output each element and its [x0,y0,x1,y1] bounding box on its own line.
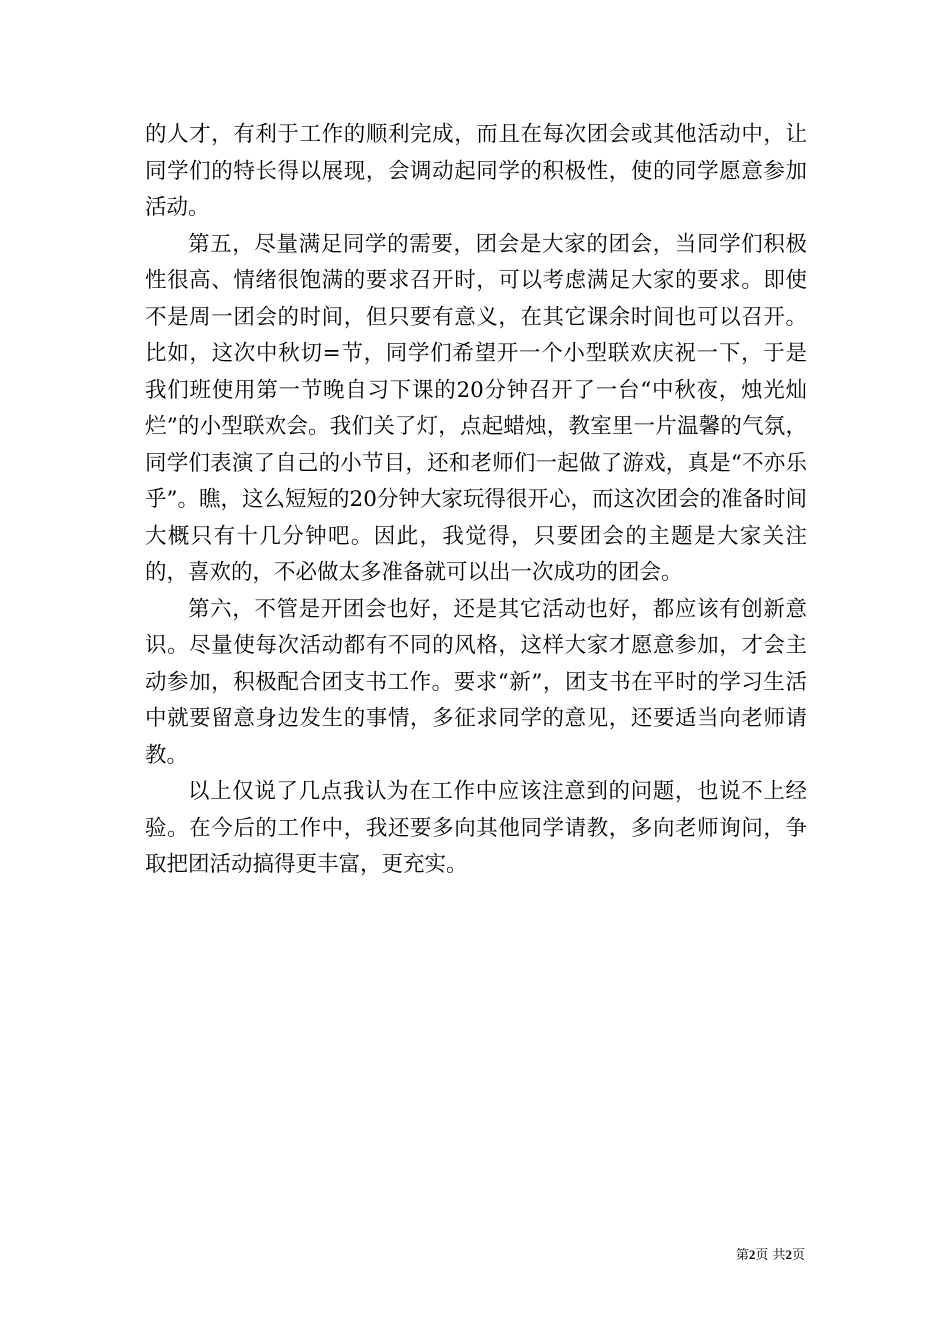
footer-middle: 页 共 [755,1248,786,1263]
paragraph-fifth-point: 第五，尽量满足同学的需要，团会是大家的团会，当同学们积极性很高、情绪很饱满的要求召开时，可以考虑满足大家的要求。即使不是周一团会的时间，但只要有意义，在其它课余时间也可以召开。比如，这次中秋切=节，同学们希望开一个小型联欢庆祝一下，于是我们班使用第一节晚自习下课的20分钟召开了一台“中秋夜，烛光灿烂”的小型联欢会。我们关了灯，点起蜡烛，教室里一片温馨的气氛，同学们表演了自己的小节目，还和老师们一起做了游戏，真是“不亦乐乎”。瞧，这么短短的20分钟大家玩得很开心，而这次团会的准备时间大概只有十几分钟吧。因此，我觉得，只要团会的主题是大家关注的，喜欢的，不必做太多准备就可以出一次成功的团会。 [145,231,807,585]
footer-prefix: 第 [735,1248,749,1263]
paragraph-conclusion: 以上仅说了几点我认为在工作中应该注意到的问题，也说不上经验。在今后的工作中，我还要多向其他同学请教，多向老师询问，争取把团活动搞得更丰富，更充实。 [145,779,807,877]
page-footer [736,1247,805,1264]
document-body [145,117,807,884]
footer-suffix: 页 [791,1248,805,1263]
footer-total-pages: 2 [785,1247,792,1262]
footer-current-page: 2 [748,1247,756,1262]
paragraph-continuation: 的人才，有利于工作的顺利完成，而且在每次团会或其他活动中，让同学们的特长得以展现，会调动起同学的积极性，使的同学愿意参加活动。 [145,122,807,220]
paragraph-sixth-point: 第六，不管是开团会也好，还是其它活动也好，都应该有创新意识。尽量使每次活动都有不同的风格，这样大家才愿意参加，才会主动参加，积极配合团支书工作。要求“新”，团支书在平时的学习生活中就要留意身边发生的事情，多征求同学的意见，还要适当向老师请教。 [145,596,807,768]
